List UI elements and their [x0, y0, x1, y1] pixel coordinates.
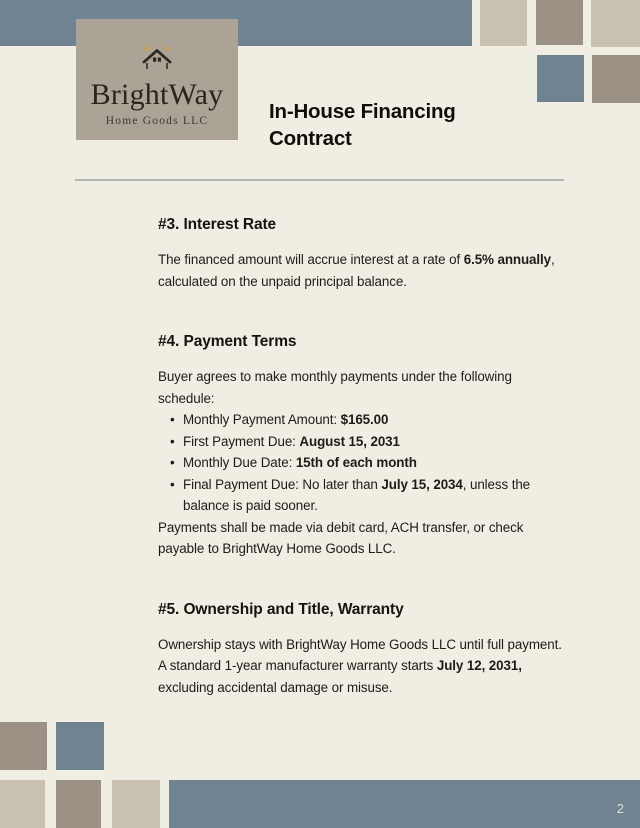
- decor-square-blue-top: [537, 55, 584, 102]
- section-heading: #4. Payment Terms: [158, 333, 297, 350]
- paragraph: Payments shall be made via debit card, ACH transfer, or check payable to BrightWay Home Goods LLC.: [158, 519, 524, 556]
- decor-square-beige-bottom-2: [112, 780, 160, 828]
- brand-subtitle: Home Goods LLC: [105, 114, 209, 127]
- decor-square-taupe-top-2: [592, 55, 640, 103]
- text-segment: Monthly Due Date:: [183, 455, 296, 470]
- list-item: [158, 431, 570, 453]
- brand-logo-box: [76, 19, 238, 140]
- list-item: [158, 409, 570, 431]
- bold-value: $165.00: [340, 412, 389, 427]
- bold-value: July 15, 2034: [381, 476, 463, 492]
- section-heading: #5. Ownership and Title, Warranty: [158, 600, 404, 618]
- text-segment: Ownership stays with BrightWay Home Goods LLC until full payment. A standard 1-year manufacturer warranty starts: [158, 636, 562, 673]
- decor-square-beige-top-1: [480, 0, 527, 46]
- payment-schedule-list: [158, 409, 570, 517]
- bold-value: 6.5% annually: [463, 252, 551, 267]
- header-divider: [75, 179, 564, 181]
- decor-square-beige-top-2: [591, 0, 640, 47]
- text-segment: The financed amount will accrue interest at a rate of: [158, 252, 464, 267]
- list-item: [158, 474, 570, 517]
- contract-body: [158, 215, 570, 698]
- house-icon: [138, 45, 176, 77]
- paragraph: [158, 249, 570, 292]
- decor-square-taupe-top: [536, 0, 583, 45]
- decor-square-blue-bottom: [56, 722, 104, 770]
- text-segment: , calculated on the unpaid principal balance.: [158, 252, 555, 289]
- bold-value: 15th of each month: [295, 455, 417, 470]
- list-item: [158, 452, 570, 474]
- decor-square-beige-bottom-1: [0, 780, 45, 828]
- section-heading: #3. Interest Rate: [158, 216, 277, 233]
- text-segment: Final Payment Due: No later than: [183, 476, 382, 492]
- bold-value: July 12, 2031,: [436, 658, 522, 673]
- bottom-accent-bar: [169, 780, 640, 828]
- section-payment-terms: [158, 332, 570, 560]
- decor-square-taupe-bottom-1: [0, 722, 47, 770]
- bold-value: August 15, 2031: [299, 433, 400, 449]
- text-segment: Monthly Payment Amount:: [183, 412, 341, 427]
- text-segment: , unless the balance is paid sooner.: [183, 476, 531, 513]
- brand-name: BrightWay: [90, 78, 224, 111]
- bullet-icon: •: [170, 455, 175, 470]
- decor-square-taupe-bottom-2: [56, 780, 101, 828]
- text-segment: excluding accidental damage or misuse.: [158, 679, 393, 695]
- text-segment: First Payment Due:: [183, 433, 300, 449]
- paragraph: Buyer agrees to make monthly payments under the following schedule:: [158, 369, 512, 406]
- section-interest-rate: [158, 215, 570, 292]
- bullet-icon: •: [170, 412, 175, 427]
- document-title: In-House Financing Contract: [269, 99, 456, 150]
- paragraph: [158, 634, 570, 699]
- section-ownership-warranty: [158, 600, 570, 699]
- bullet-icon: •: [170, 476, 175, 492]
- page-number: 2: [616, 801, 624, 816]
- bullet-icon: •: [170, 433, 175, 449]
